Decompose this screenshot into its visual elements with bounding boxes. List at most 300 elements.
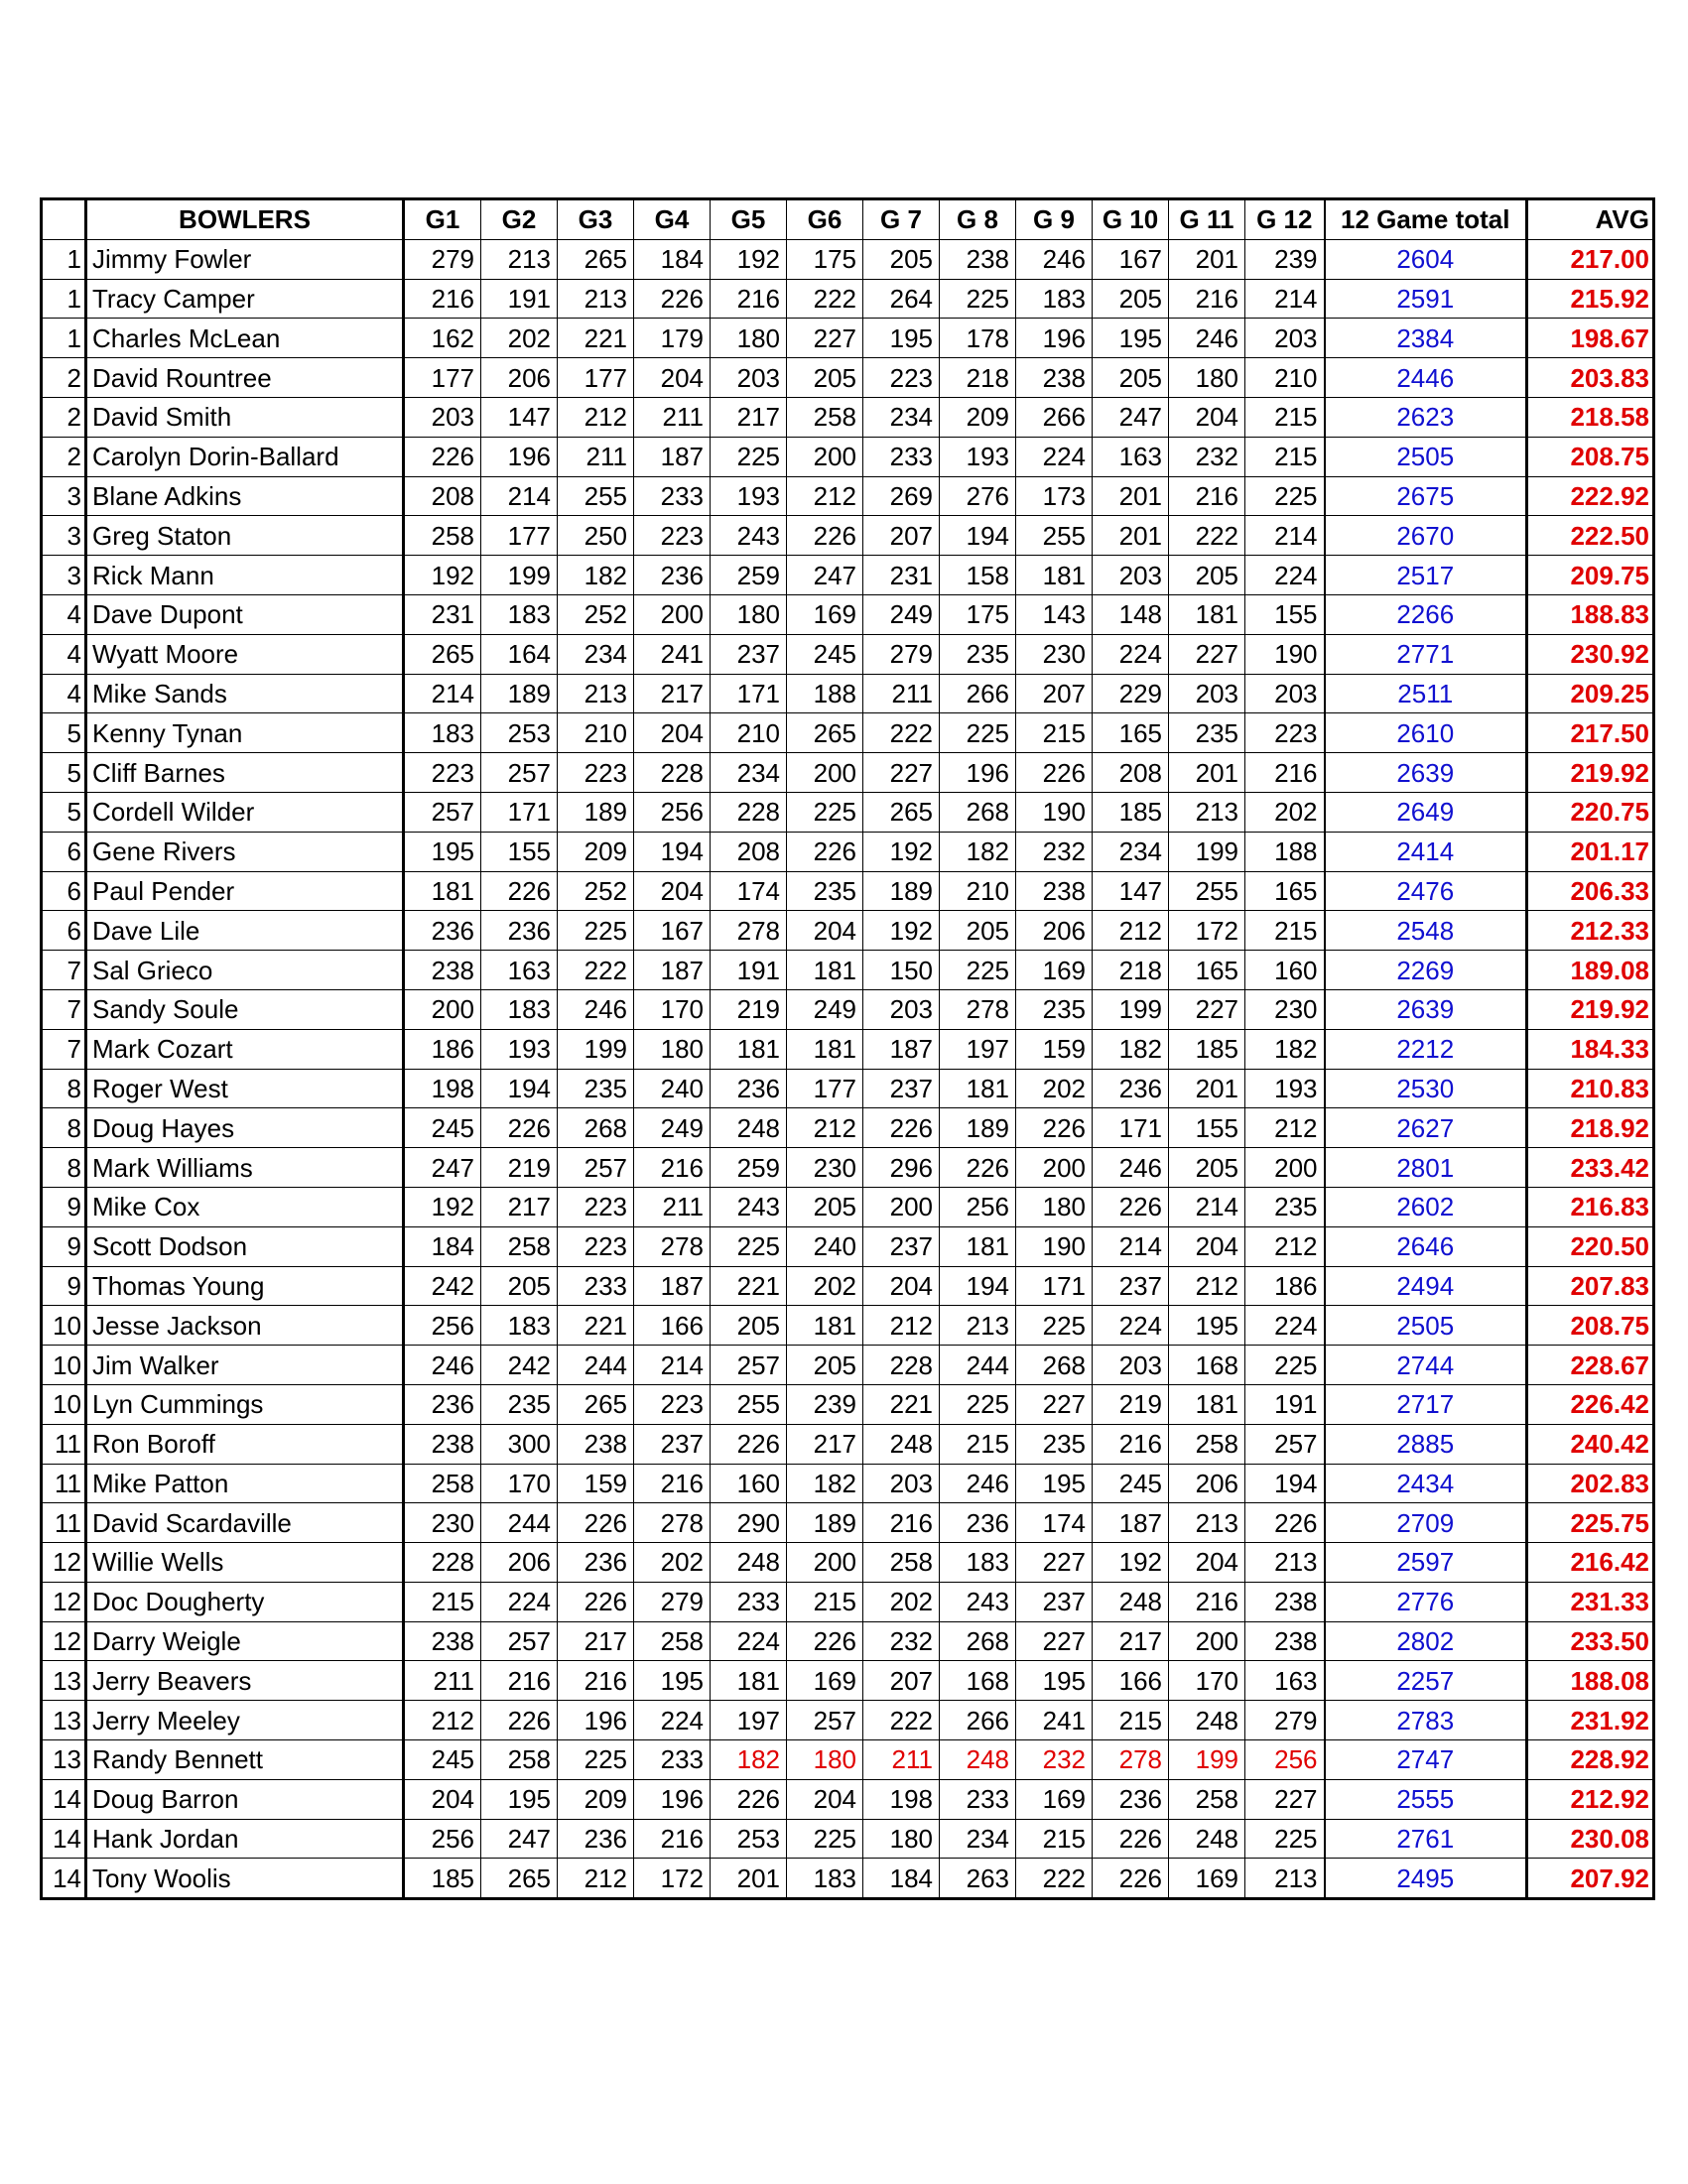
game-4-column-header: G4 <box>634 199 711 240</box>
game-10-score: 167 <box>1093 239 1169 279</box>
bowler-name: Mike Cox <box>86 1187 404 1226</box>
game-total: 2747 <box>1325 1740 1527 1780</box>
game-9-score: 159 <box>1016 1029 1093 1069</box>
game-3-score: 236 <box>558 1543 634 1583</box>
game-2-score: 213 <box>481 239 558 279</box>
game-3-score: 211 <box>558 437 634 476</box>
game-total: 2269 <box>1325 951 1527 990</box>
game-9-score: 226 <box>1016 1108 1093 1148</box>
bowler-name: Willie Wells <box>86 1543 404 1583</box>
game-2-score: 244 <box>481 1503 558 1543</box>
game-4-score: 236 <box>634 556 711 595</box>
bowler-name: Paul Pender <box>86 871 404 911</box>
game-3-score: 250 <box>558 516 634 556</box>
table-row <box>42 1424 1654 1464</box>
game-10-score: 203 <box>1093 556 1169 595</box>
game-11-score: 216 <box>1169 279 1245 319</box>
game-8-score: 168 <box>940 1661 1016 1701</box>
game-5-score: 219 <box>711 989 787 1029</box>
team-number: 5 <box>42 753 86 793</box>
game-5-score: 253 <box>711 1819 787 1859</box>
game-10-score: 201 <box>1093 476 1169 516</box>
game-total: 2802 <box>1325 1621 1527 1661</box>
table-row <box>42 1661 1654 1701</box>
game-2-score: 217 <box>481 1187 558 1226</box>
game-4-score: 204 <box>634 871 711 911</box>
game-11-score: 204 <box>1169 1543 1245 1583</box>
game-9-score: 238 <box>1016 871 1093 911</box>
table-row <box>42 1108 1654 1148</box>
table-row <box>42 951 1654 990</box>
bowler-name: David Scardaville <box>86 1503 404 1543</box>
team-number: 2 <box>42 437 86 476</box>
bowler-name: Gene Rivers <box>86 832 404 871</box>
bowler-name: Sal Grieco <box>86 951 404 990</box>
game-7-score: 258 <box>863 1543 940 1583</box>
game-7-score: 226 <box>863 1108 940 1148</box>
game-5-score: 205 <box>711 1306 787 1346</box>
game-7-score: 237 <box>863 1226 940 1266</box>
game-3-score: 233 <box>558 1266 634 1306</box>
game-7-score: 222 <box>863 1701 940 1740</box>
game-12-score: 155 <box>1245 594 1325 634</box>
game-11-score: 213 <box>1169 792 1245 832</box>
game-11-score: 222 <box>1169 516 1245 556</box>
average: 225.75 <box>1527 1503 1654 1543</box>
header-row <box>42 199 1654 240</box>
game-1-score: 181 <box>404 871 481 911</box>
game-9-score: 232 <box>1016 832 1093 871</box>
game-12-column-header: G 12 <box>1245 199 1325 240</box>
game-3-score: 238 <box>558 1424 634 1464</box>
game-9-score: 200 <box>1016 1148 1093 1188</box>
average: 212.92 <box>1527 1779 1654 1819</box>
game-11-score: 213 <box>1169 1503 1245 1543</box>
game-5-score: 201 <box>711 1859 787 1899</box>
game-2-score: 206 <box>481 1543 558 1583</box>
team-number: 12 <box>42 1621 86 1661</box>
game-2-score: 196 <box>481 437 558 476</box>
game-12-score: 212 <box>1245 1108 1325 1148</box>
game-9-score: 246 <box>1016 239 1093 279</box>
bowler-name: Jerry Beavers <box>86 1661 404 1701</box>
game-5-score: 248 <box>711 1543 787 1583</box>
game-8-score: 268 <box>940 792 1016 832</box>
game-1-score: 186 <box>404 1029 481 1069</box>
table-row <box>42 1503 1654 1543</box>
game-5-score: 192 <box>711 239 787 279</box>
game-3-score: 265 <box>558 239 634 279</box>
game-1-score: 192 <box>404 556 481 595</box>
table-row <box>42 1464 1654 1503</box>
game-6-score: 204 <box>787 911 863 951</box>
game-4-score: 249 <box>634 1108 711 1148</box>
game-total: 2610 <box>1325 713 1527 753</box>
game-12-score: 214 <box>1245 279 1325 319</box>
game-total: 2670 <box>1325 516 1527 556</box>
game-1-score: 223 <box>404 753 481 793</box>
game-8-score: 226 <box>940 1148 1016 1188</box>
game-4-score: 194 <box>634 832 711 871</box>
game-8-score: 181 <box>940 1069 1016 1108</box>
game-4-score: 240 <box>634 1069 711 1108</box>
table-row <box>42 1701 1654 1740</box>
game-total: 2675 <box>1325 476 1527 516</box>
game-2-score: 226 <box>481 1108 558 1148</box>
average: 222.92 <box>1527 476 1654 516</box>
game-6-score: 200 <box>787 437 863 476</box>
game-7-score: 211 <box>863 674 940 713</box>
game-1-score: 256 <box>404 1306 481 1346</box>
game-6-score: 181 <box>787 1306 863 1346</box>
game-10-score: 192 <box>1093 1543 1169 1583</box>
bowler-name: Mark Williams <box>86 1148 404 1188</box>
game-11-score: 235 <box>1169 713 1245 753</box>
game-11-score: 181 <box>1169 1384 1245 1424</box>
game-11-score: 227 <box>1169 634 1245 674</box>
game-7-score: 223 <box>863 358 940 398</box>
average: 220.50 <box>1527 1226 1654 1266</box>
team-number: 1 <box>42 279 86 319</box>
game-10-score: 199 <box>1093 989 1169 1029</box>
game-3-score: 159 <box>558 1464 634 1503</box>
game-11-score: 232 <box>1169 437 1245 476</box>
game-11-score: 216 <box>1169 476 1245 516</box>
game-3-score: 234 <box>558 634 634 674</box>
game-10-score: 229 <box>1093 674 1169 713</box>
game-3-score: 225 <box>558 911 634 951</box>
game-4-score: 187 <box>634 1266 711 1306</box>
game-2-score: 247 <box>481 1819 558 1859</box>
team-number: 6 <box>42 911 86 951</box>
game-8-score: 256 <box>940 1187 1016 1226</box>
game-9-score: 207 <box>1016 674 1093 713</box>
game-7-score: 212 <box>863 1306 940 1346</box>
game-9-score: 143 <box>1016 594 1093 634</box>
team-number: 4 <box>42 674 86 713</box>
average: 203.83 <box>1527 358 1654 398</box>
team-number: 6 <box>42 832 86 871</box>
bowler-name: Tony Woolis <box>86 1859 404 1899</box>
game-5-score: 225 <box>711 437 787 476</box>
team-number: 2 <box>42 397 86 437</box>
table-row <box>42 1187 1654 1226</box>
team-number: 11 <box>42 1424 86 1464</box>
game-5-score: 234 <box>711 753 787 793</box>
game-9-score: 237 <box>1016 1582 1093 1621</box>
table-row <box>42 1029 1654 1069</box>
team-number: 12 <box>42 1582 86 1621</box>
game-3-score: 235 <box>558 1069 634 1108</box>
table-row <box>42 1148 1654 1188</box>
game-total: 2639 <box>1325 753 1527 793</box>
game-4-score: 237 <box>634 1424 711 1464</box>
table-row <box>42 239 1654 279</box>
team-number: 7 <box>42 989 86 1029</box>
average: 201.17 <box>1527 832 1654 871</box>
game-2-score: 257 <box>481 1621 558 1661</box>
game-10-score: 236 <box>1093 1779 1169 1819</box>
game-6-score: 212 <box>787 1108 863 1148</box>
game-11-score: 200 <box>1169 1621 1245 1661</box>
game-10-score: 236 <box>1093 1069 1169 1108</box>
game-10-score: 214 <box>1093 1226 1169 1266</box>
table-row <box>42 437 1654 476</box>
game-4-score: 233 <box>634 476 711 516</box>
game-3-score: 226 <box>558 1582 634 1621</box>
game-total: 2555 <box>1325 1779 1527 1819</box>
bowler-name: Ron Boroff <box>86 1424 404 1464</box>
table-row <box>42 713 1654 753</box>
game-10-score: 182 <box>1093 1029 1169 1069</box>
game-8-score: 246 <box>940 1464 1016 1503</box>
game-8-score: 182 <box>940 832 1016 871</box>
average: 216.83 <box>1527 1187 1654 1226</box>
game-total: 2801 <box>1325 1148 1527 1188</box>
game-6-score: 182 <box>787 1464 863 1503</box>
game-3-score: 182 <box>558 556 634 595</box>
game-total: 2266 <box>1325 594 1527 634</box>
game-11-score: 258 <box>1169 1779 1245 1819</box>
bowler-name: Doug Hayes <box>86 1108 404 1148</box>
game-total: 2494 <box>1325 1266 1527 1306</box>
game-5-score: 193 <box>711 476 787 516</box>
table-row <box>42 1306 1654 1346</box>
game-2-score: 195 <box>481 1779 558 1819</box>
average: 207.83 <box>1527 1266 1654 1306</box>
team-number: 3 <box>42 476 86 516</box>
game-total: 2212 <box>1325 1029 1527 1069</box>
game-2-score: 258 <box>481 1740 558 1780</box>
game-11-score: 180 <box>1169 358 1245 398</box>
game-7-score: 198 <box>863 1779 940 1819</box>
bowler-name: Carolyn Dorin-Ballard <box>86 437 404 476</box>
table-row <box>42 753 1654 793</box>
game-1-score: 257 <box>404 792 481 832</box>
game-6-score: 249 <box>787 989 863 1029</box>
game-3-score: 221 <box>558 319 634 358</box>
average: 210.83 <box>1527 1069 1654 1108</box>
bowler-name: Wyatt Moore <box>86 634 404 674</box>
team-number: 4 <box>42 634 86 674</box>
game-5-score: 278 <box>711 911 787 951</box>
game-11-score: 201 <box>1169 753 1245 793</box>
game-total: 2257 <box>1325 1661 1527 1701</box>
game-8-score: 266 <box>940 674 1016 713</box>
game-5-column-header: G5 <box>711 199 787 240</box>
game-5-score: 217 <box>711 397 787 437</box>
game-1-score: 216 <box>404 279 481 319</box>
game-6-score: 205 <box>787 358 863 398</box>
game-11-score: 206 <box>1169 1464 1245 1503</box>
game-10-score: 201 <box>1093 516 1169 556</box>
game-3-score: 209 <box>558 1779 634 1819</box>
game-10-score: 224 <box>1093 634 1169 674</box>
game-7-score: 216 <box>863 1503 940 1543</box>
game-9-score: 215 <box>1016 1819 1093 1859</box>
game-12-score: 213 <box>1245 1859 1325 1899</box>
game-5-score: 171 <box>711 674 787 713</box>
game-1-score: 238 <box>404 1424 481 1464</box>
game-11-score: 205 <box>1169 556 1245 595</box>
game-9-score: 266 <box>1016 397 1093 437</box>
game-8-score: 197 <box>940 1029 1016 1069</box>
bowler-name: Jim Walker <box>86 1346 404 1385</box>
average: 230.08 <box>1527 1819 1654 1859</box>
game-12-score: 279 <box>1245 1701 1325 1740</box>
game-4-score: 180 <box>634 1029 711 1069</box>
game-4-score: 204 <box>634 713 711 753</box>
bowler-name: Jerry Meeley <box>86 1701 404 1740</box>
game-12-score: 202 <box>1245 792 1325 832</box>
game-1-score: 245 <box>404 1108 481 1148</box>
game-9-score: 174 <box>1016 1503 1093 1543</box>
table-row <box>42 792 1654 832</box>
game-2-score: 216 <box>481 1661 558 1701</box>
bowler-name: Mike Sands <box>86 674 404 713</box>
team-number: 9 <box>42 1187 86 1226</box>
game-6-score: 226 <box>787 516 863 556</box>
team-number: 11 <box>42 1464 86 1503</box>
game-10-score: 148 <box>1093 594 1169 634</box>
game-12-score: 238 <box>1245 1621 1325 1661</box>
game-1-score: 228 <box>404 1543 481 1583</box>
game-7-score: 203 <box>863 1464 940 1503</box>
game-12-score: 186 <box>1245 1266 1325 1306</box>
average: 188.83 <box>1527 594 1654 634</box>
game-6-score: 217 <box>787 1424 863 1464</box>
game-10-score: 203 <box>1093 1346 1169 1385</box>
game-8-score: 213 <box>940 1306 1016 1346</box>
game-6-score: 226 <box>787 832 863 871</box>
average: 215.92 <box>1527 279 1654 319</box>
team-number: 11 <box>42 1503 86 1543</box>
game-6-score: 205 <box>787 1346 863 1385</box>
game-3-score: 217 <box>558 1621 634 1661</box>
game-7-score: 237 <box>863 1069 940 1108</box>
game-11-score: 201 <box>1169 1069 1245 1108</box>
game-7-score: 203 <box>863 989 940 1029</box>
game-9-score: 238 <box>1016 358 1093 398</box>
game-2-score: 147 <box>481 397 558 437</box>
game-4-score: 211 <box>634 1187 711 1226</box>
bowler-name: Dave Dupont <box>86 594 404 634</box>
game-2-score: 236 <box>481 911 558 951</box>
game-12-score: 191 <box>1245 1384 1325 1424</box>
game-total: 2602 <box>1325 1187 1527 1226</box>
game-9-score: 190 <box>1016 792 1093 832</box>
average: 198.67 <box>1527 319 1654 358</box>
game-4-score: 278 <box>634 1226 711 1266</box>
game-7-score: 222 <box>863 713 940 753</box>
game-6-score: 215 <box>787 1582 863 1621</box>
game-12-score: 227 <box>1245 1779 1325 1819</box>
game-total: 2597 <box>1325 1543 1527 1583</box>
game-5-score: 237 <box>711 634 787 674</box>
average: 217.50 <box>1527 713 1654 753</box>
table-row <box>42 1779 1654 1819</box>
game-5-score: 259 <box>711 1148 787 1188</box>
game-1-score: 246 <box>404 1346 481 1385</box>
game-11-score: 168 <box>1169 1346 1245 1385</box>
game-total: 2517 <box>1325 556 1527 595</box>
game-8-score: 268 <box>940 1621 1016 1661</box>
table-row <box>42 1384 1654 1424</box>
team-number: 5 <box>42 792 86 832</box>
average: 231.92 <box>1527 1701 1654 1740</box>
game-8-score: 189 <box>940 1108 1016 1148</box>
game-9-score: 268 <box>1016 1346 1093 1385</box>
game-8-score: 178 <box>940 319 1016 358</box>
game-3-score: 252 <box>558 871 634 911</box>
game-6-score: 204 <box>787 1779 863 1819</box>
game-9-score: 235 <box>1016 1424 1093 1464</box>
game-12-score: 194 <box>1245 1464 1325 1503</box>
game-12-score: 235 <box>1245 1187 1325 1226</box>
average: 228.92 <box>1527 1740 1654 1780</box>
bowlers-scores-table <box>40 197 1655 1900</box>
game-2-score: 177 <box>481 516 558 556</box>
average: 226.42 <box>1527 1384 1654 1424</box>
game-11-score: 195 <box>1169 1306 1245 1346</box>
game-1-score: 200 <box>404 989 481 1029</box>
game-1-score: 236 <box>404 911 481 951</box>
game-8-score: 233 <box>940 1779 1016 1819</box>
average: 219.92 <box>1527 753 1654 793</box>
game-4-score: 241 <box>634 634 711 674</box>
game-3-score: 257 <box>558 1148 634 1188</box>
team-number: 10 <box>42 1346 86 1385</box>
game-5-score: 236 <box>711 1069 787 1108</box>
game-12-score: 215 <box>1245 397 1325 437</box>
game-7-score: 232 <box>863 1621 940 1661</box>
game-2-score: 202 <box>481 319 558 358</box>
game-5-score: 210 <box>711 713 787 753</box>
table-row <box>42 871 1654 911</box>
game-2-score: 194 <box>481 1069 558 1108</box>
game-total: 2776 <box>1325 1582 1527 1621</box>
game-1-score: 236 <box>404 1384 481 1424</box>
team-column-header <box>42 199 86 240</box>
game-11-score: 169 <box>1169 1859 1245 1899</box>
game-8-score: 194 <box>940 516 1016 556</box>
table-row <box>42 516 1654 556</box>
game-3-score: 213 <box>558 279 634 319</box>
game-4-score: 166 <box>634 1306 711 1346</box>
game-4-score: 195 <box>634 1661 711 1701</box>
game-12-score: 226 <box>1245 1503 1325 1543</box>
game-3-score: 246 <box>558 989 634 1029</box>
game-1-score: 177 <box>404 358 481 398</box>
table-row <box>42 989 1654 1029</box>
bowler-name: David Rountree <box>86 358 404 398</box>
game-10-score: 234 <box>1093 832 1169 871</box>
game-8-score: 248 <box>940 1740 1016 1780</box>
table-row <box>42 674 1654 713</box>
game-6-score: 226 <box>787 1621 863 1661</box>
game-total: 2783 <box>1325 1701 1527 1740</box>
game-6-score: 200 <box>787 1543 863 1583</box>
game-7-score: 296 <box>863 1148 940 1188</box>
game-8-score: 194 <box>940 1266 1016 1306</box>
game-2-score: 242 <box>481 1346 558 1385</box>
game-12-score: 216 <box>1245 753 1325 793</box>
bowler-name: Darry Weigle <box>86 1621 404 1661</box>
game-11-score: 227 <box>1169 989 1245 1029</box>
game-8-score: 183 <box>940 1543 1016 1583</box>
game-2-score: 183 <box>481 989 558 1029</box>
table-row <box>42 279 1654 319</box>
